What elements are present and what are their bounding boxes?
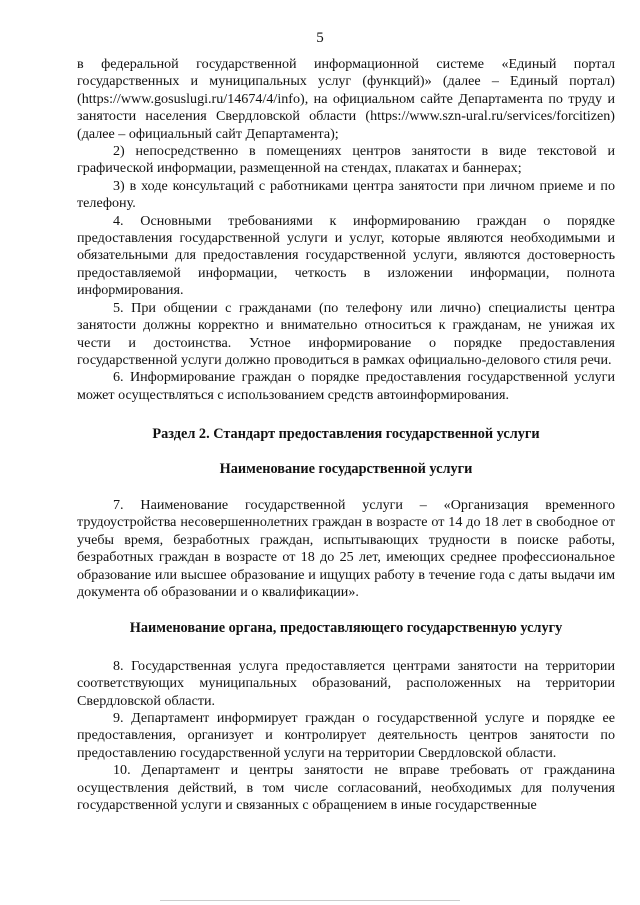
paragraph-8: 8. Государственная услуга предоставляется центрами занятости на территории соответствующих муниципальных образований, расположенных на территории Свердловской области. [77, 657, 615, 709]
scan-edge-line [160, 900, 460, 901]
page-number: 5 [316, 30, 324, 46]
document-body [77, 56, 615, 814]
paragraph-9: 9. Департамент информирует граждан о государственной услуге и порядке ее предоставления, организует и контролирует деятельность центров занятости по предоставлению государственной услуги на территории Свердловской области. [77, 710, 615, 761]
paragraph-7: 7. Наименование государственной услуги – «Организация временного трудоустройства несовершеннолетних граждан в возрасте от 14 до 18 лет в свободное от учебы время, безработных граждан, испытывающих трудности в поиске работы, безработных граждан в возрасте от 18 до 25 лет, имеющих среднее профессиональное образование или высшее образование и ищущих работу в течение года с даты выдачи им документа об образовании и о квалификации». [77, 496, 615, 600]
subheading-service-name: Наименование государственной услуги [219, 460, 473, 477]
paragraph-item-3: 3) в ходе консультаций с работниками центра занятости при личном приеме и по телефону. [77, 177, 615, 212]
paragraph-5: 5. При общении с гражданами (по телефону или лично) специалисты центра занятости должны корректно и внимательно относиться к гражданам, не унижая их чести и достоинства. Устное информирование о порядке предоставления государственной услуги должно проводиться в рамках официально-делового стиля речи. [77, 299, 615, 368]
subheading-providing-body: Наименование органа, предоставляющего государственную услугу [129, 620, 563, 637]
paragraph-4: 4. Основными требованиями к информированию граждан о порядке предоставления государственной услуги и услуг, которые являются необходимыми и обязательными для предоставления государственной услуги, являются достоверность предоставляемой информации, четкость в изложении информации, полнота информирования. [77, 212, 615, 299]
section-heading: Раздел 2. Стандарт предоставления государственной услуги [152, 426, 540, 443]
paragraph-6: 6. Информирование граждан о порядке предоставления государственной услуги может осуществляться с использованием средств автоинформирования. [77, 369, 615, 403]
paragraph-continuation: в федеральной государственной информационной системе «Единый портал государственных и муниципальных услуг (функций)» (далее – Единый портал) (https://www.gosuslugi.ru/14674/4/info), на официальном сайте Департамента по труду и занятости населения Свердловской области (https://www.szn-ural.ru/services/forcitizen) (далее – официальный сайт Департамента); [77, 56, 615, 142]
paragraph-item-2: 2) непосредственно в помещениях центров занятости в виде текстовой и графической информации, размещенной на стендах, плакатах и баннерах; [77, 143, 615, 177]
paragraph-10: 10. Департамент и центры занятости не вправе требовать от гражданина осуществления действий, в том числе согласований, необходимых для получения государственной услуги и связанных с обращением в иные государственные [77, 762, 615, 814]
